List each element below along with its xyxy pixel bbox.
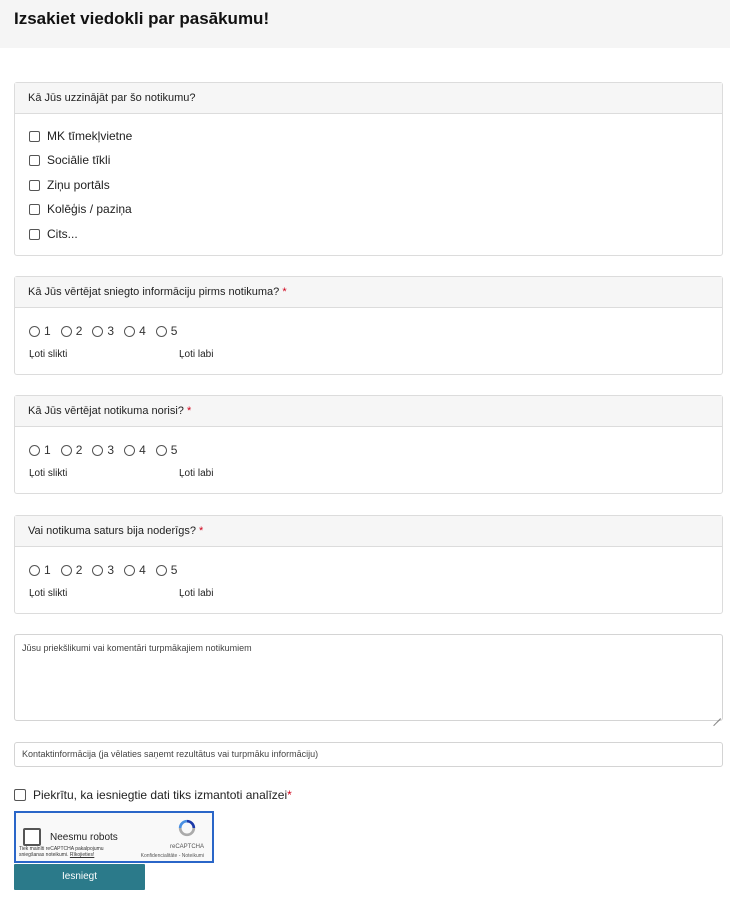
scale-low-label: Ļoti slikti <box>29 468 68 479</box>
question-card-content-useful <box>14 515 723 614</box>
radio-button[interactable] <box>92 565 103 576</box>
option-label: 4 <box>139 324 146 338</box>
option-mk-website[interactable] <box>29 127 132 145</box>
scale-high-label: Ļoti labi <box>179 468 214 479</box>
question-label <box>15 277 722 308</box>
recaptcha-privacy-links <box>141 853 204 859</box>
checkbox[interactable] <box>29 131 40 142</box>
option-label: Cits... <box>47 227 78 241</box>
option-label: 3 <box>107 563 115 577</box>
recaptcha-logo-icon <box>176 818 198 838</box>
option-other[interactable] <box>29 225 78 243</box>
terms-notice-text: Tiek mainīti reCAPTCHA pakalpojumu sniegšanas noteikumi. <box>19 846 104 858</box>
contact-input[interactable] <box>14 742 723 767</box>
radio-button[interactable] <box>124 326 135 337</box>
comments-textarea[interactable] <box>14 634 723 721</box>
rating-options <box>29 443 187 457</box>
consent-label: Piekrītu, ka iesniegtie dati tiks izmantoti analīzei <box>33 788 288 802</box>
radio-button[interactable] <box>61 445 72 456</box>
recaptcha-label: Neesmu robots <box>50 832 118 843</box>
rating-options <box>29 563 187 577</box>
page-header <box>0 0 730 48</box>
required-mark: * <box>199 525 204 537</box>
consent-option[interactable] <box>14 788 292 802</box>
terms-action-link[interactable]: Rīkojieties! <box>69 852 95 858</box>
required-mark: * <box>186 405 192 417</box>
page-title: Izsakiet viedokli par pasākumu! <box>14 9 270 28</box>
option-label: 1 <box>44 563 51 577</box>
radio-button[interactable] <box>124 565 135 576</box>
option-label: Sociālie tīkli <box>47 153 111 167</box>
rating-option-3[interactable] <box>92 324 114 338</box>
rating-option-1[interactable] <box>29 443 51 457</box>
option-news-portal[interactable] <box>29 176 110 194</box>
rating-option-5[interactable] <box>156 443 178 457</box>
required-mark: * <box>287 788 292 802</box>
rating-options <box>29 324 187 338</box>
scale-low-label: Ļoti slikti <box>29 588 68 599</box>
question-card-source <box>14 82 723 256</box>
option-label: 5 <box>170 563 178 577</box>
option-label: MK tīmekļvietne <box>47 129 133 143</box>
recaptcha-widget <box>14 811 214 863</box>
scale-low-label: Ļoti slikti <box>29 349 68 360</box>
scale-high-label: Ļoti labi <box>179 349 214 360</box>
option-colleague[interactable] <box>29 200 132 218</box>
resize-handle-icon[interactable] <box>713 711 721 719</box>
option-label: Kolēģis / paziņa <box>47 202 132 216</box>
radio-button[interactable] <box>61 565 72 576</box>
checkbox[interactable] <box>29 155 40 166</box>
question-text: Vai notikuma saturs bija noderīgs? <box>28 525 196 537</box>
option-label: Ziņu portāls <box>47 178 110 192</box>
option-label: 1 <box>44 443 51 457</box>
rating-option-1[interactable] <box>29 563 51 577</box>
rating-option-3[interactable] <box>92 563 114 577</box>
consent-checkbox[interactable] <box>14 789 26 801</box>
rating-option-4[interactable] <box>124 324 146 338</box>
radio-button[interactable] <box>124 445 135 456</box>
rating-option-4[interactable] <box>124 443 146 457</box>
checkbox[interactable] <box>29 204 40 215</box>
privacy-link[interactable]: Konfidencialitāte <box>140 853 178 859</box>
rating-option-5[interactable] <box>156 324 178 338</box>
radio-button[interactable] <box>156 326 167 337</box>
option-label: 2 <box>75 563 83 577</box>
recaptcha-brand: reCAPTCHA <box>169 844 204 850</box>
radio-button[interactable] <box>29 445 40 456</box>
checkbox[interactable] <box>29 229 40 240</box>
option-label: 1 <box>44 324 51 338</box>
radio-button[interactable] <box>156 445 167 456</box>
rating-option-2[interactable] <box>61 324 83 338</box>
question-label <box>15 516 722 547</box>
option-label: 3 <box>107 324 115 338</box>
radio-button[interactable] <box>92 326 103 337</box>
radio-button[interactable] <box>92 445 103 456</box>
question-card-info-rating <box>14 276 723 375</box>
radio-button[interactable] <box>29 326 40 337</box>
rating-option-2[interactable] <box>61 443 83 457</box>
question-text: Kā Jūs vērtējat sniegto informāciju pirms notikuma? <box>28 286 280 298</box>
link-separator: - <box>177 853 182 859</box>
recaptcha-checkbox[interactable] <box>23 828 41 846</box>
option-label: 3 <box>107 443 115 457</box>
question-text: Kā Jūs vērtējat notikuma norisi? <box>28 405 184 417</box>
option-label: 2 <box>75 324 83 338</box>
rating-option-5[interactable] <box>156 563 178 577</box>
scale-high-label: Ļoti labi <box>179 588 214 599</box>
question-label <box>15 396 722 427</box>
rating-option-4[interactable] <box>124 563 146 577</box>
terms-link[interactable]: Noteikumi <box>181 853 204 859</box>
radio-button[interactable] <box>29 565 40 576</box>
radio-button[interactable] <box>156 565 167 576</box>
contact-placeholder: Kontaktinformācija (ja vēlaties saņemt rezultātus vai turpmāku informāciju) <box>22 749 319 759</box>
option-label: 5 <box>170 443 178 457</box>
option-label: 4 <box>139 443 146 457</box>
recaptcha-terms-notice <box>19 846 129 858</box>
option-label: 2 <box>75 443 83 457</box>
checkbox[interactable] <box>29 180 40 191</box>
option-social-networks[interactable] <box>29 151 110 169</box>
required-mark: * <box>282 286 287 298</box>
rating-option-2[interactable] <box>61 563 83 577</box>
radio-button[interactable] <box>61 326 72 337</box>
rating-option-1[interactable] <box>29 324 51 338</box>
question-label: Kā Jūs uzzinājāt par šo notikumu? <box>15 83 722 114</box>
option-label: 4 <box>139 563 146 577</box>
rating-option-3[interactable] <box>92 443 114 457</box>
submit-button[interactable]: Iesniegt <box>14 864 145 890</box>
comments-placeholder: Jūsu priekšlikumi vai komentāri turpmākajiem notikumiem <box>22 643 252 653</box>
option-label: 5 <box>170 324 178 338</box>
question-card-event-rating <box>14 395 723 494</box>
